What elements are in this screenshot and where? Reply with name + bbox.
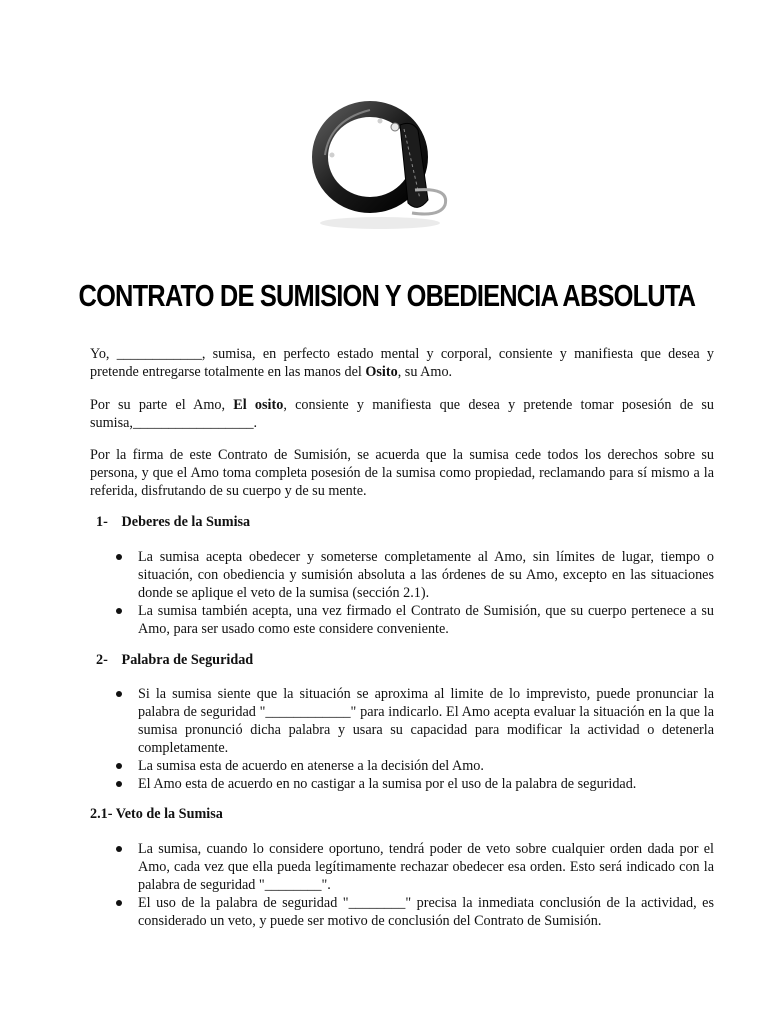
bullet-icon bbox=[116, 846, 122, 852]
bullet-icon bbox=[116, 900, 122, 906]
leather-collar-image bbox=[300, 95, 470, 240]
bullet-icon bbox=[116, 691, 122, 697]
bullet-icon bbox=[116, 608, 122, 614]
bullet-icon bbox=[116, 781, 122, 787]
intro-paragraph: Yo, ____________, sumisa, en perfecto estado mental y corporal, consiente y manifiesta que desea y pretende entregarse totalmente en las manos del Osito, su Amo. bbox=[90, 346, 714, 380]
bullet-list bbox=[114, 685, 714, 793]
signature-paragraph: Por la firma de este Contrato de Sumisión, se acuerda que la sumisa cede todos los derechos sobre su persona, y que el Amo toma completa posesión de la sumisa como propiedad, reclamando para sí mismo a la referida, disfrutando de su cuerpo y de su mente. bbox=[90, 447, 714, 499]
bullet-list bbox=[114, 840, 714, 930]
bullet-list bbox=[114, 548, 714, 638]
bullet-icon bbox=[116, 763, 122, 769]
list-item: La sumisa también acepta, una vez firmado el Contrato de Sumisión, que su cuerpo pertenece a su Amo, para ser usado como este considere conveniente. bbox=[114, 602, 714, 638]
list-item: El uso de la palabra de seguridad "________" precisa la inmediata conclusión de la actividad, es considerado un veto, y puede ser motivo de conclusión del Contrato de Sumisión. bbox=[114, 894, 714, 930]
list-item: Si la sumisa siente que la situación se aproxima al limite de lo imprevisto, puede pronunciar la palabra de seguridad "____________" para indicarlo. El Amo acepta evaluar la situación en la que la sumisa pronunció dicha palabra y usara su capacidad para modificar la actividad o detenerla completamente. bbox=[114, 685, 714, 757]
section-heading: 1- Deberes de la Sumisa bbox=[96, 514, 251, 530]
bullet-icon bbox=[116, 554, 122, 560]
list-item: La sumisa, cuando lo considere oportuno, tendrá poder de veto sobre cualquier orden dada por el Amo, cada vez que ella pueda legítimamente rechazar obedecer esa orden. Esto será indicado con la palabra de seguridad "________". bbox=[114, 840, 714, 894]
section-heading: 2.1- Veto de la Sumisa bbox=[90, 806, 223, 822]
list-item: La sumisa esta de acuerdo en atenerse a la decisión del Amo. bbox=[114, 757, 714, 775]
list-item: La sumisa acepta obedecer y someterse completamente al Amo, sin límites de lugar, tiempo o situación, con obediencia y sumisión absoluta a las órdenes de su Amo, excepto en las situaciones donde se aplique el veto de la sumisa (sección 2.1). bbox=[114, 548, 714, 602]
contract-title: CONTRATO DE SUMISION Y OBEDIENCIA ABSOLUTA bbox=[78, 278, 696, 313]
owner-paragraph: Por su parte el Amo, El osito, consiente y manifiesta que desea y pretende tomar posesión de su sumisa,_________________. bbox=[90, 397, 714, 431]
list-item: El Amo esta de acuerdo en no castigar a la sumisa por el uso de la palabra de seguridad. bbox=[114, 775, 714, 793]
section-heading: 2- Palabra de Seguridad bbox=[96, 652, 254, 668]
